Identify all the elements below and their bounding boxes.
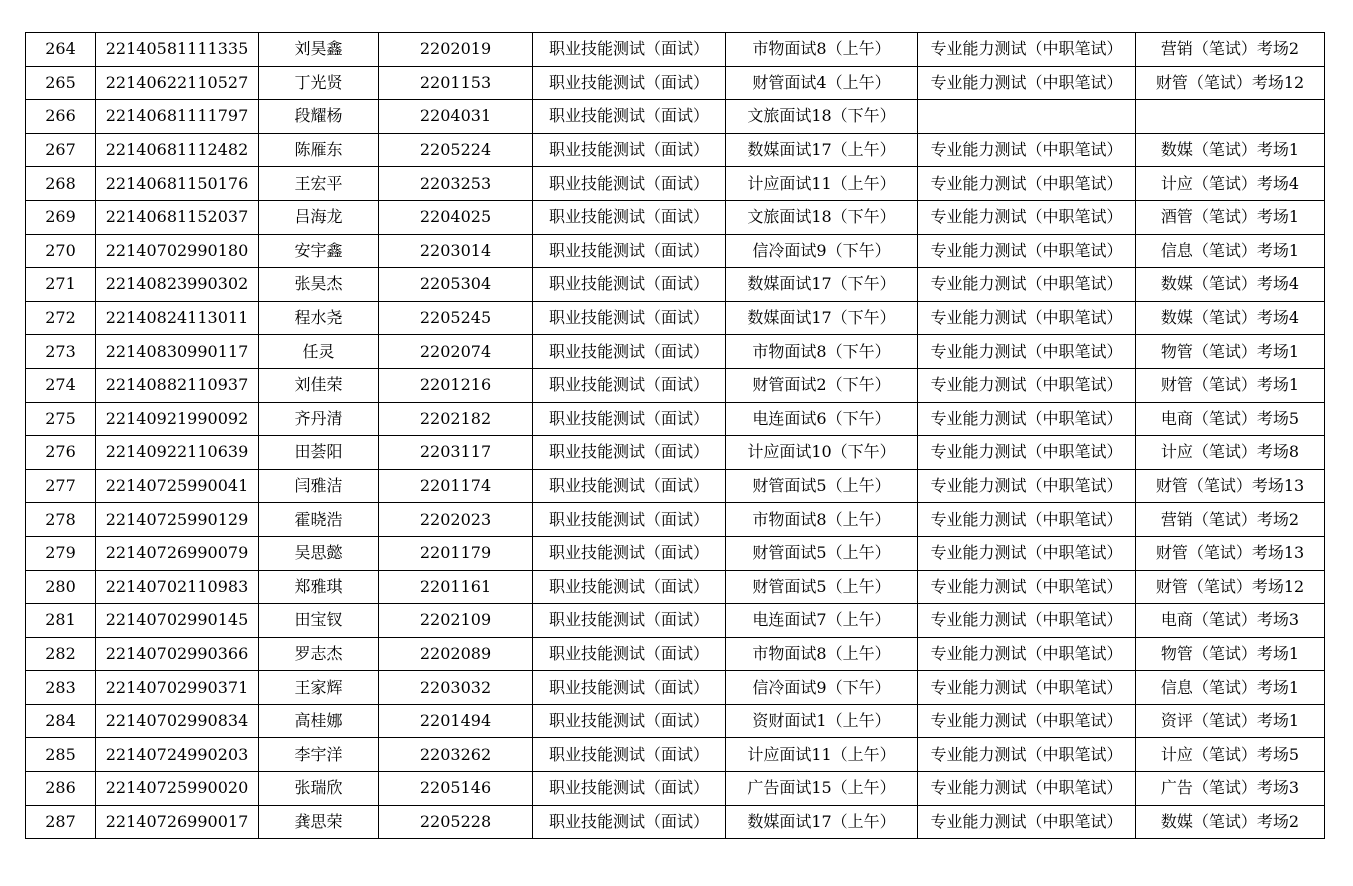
interview-room-cell: 数媒面试17（下午） — [726, 301, 918, 335]
ability-test-cell: 专业能力测试（中职笔试） — [918, 738, 1136, 772]
skill-test-cell: 职业技能测试（面试） — [533, 436, 726, 470]
exam-id-cell: 22140702990834 — [96, 704, 259, 738]
skill-test-cell: 职业技能测试（面试） — [533, 200, 726, 234]
exam-id-cell: 22140725990129 — [96, 503, 259, 537]
student-name-cell: 田荟阳 — [259, 436, 379, 470]
ability-test-cell: 专业能力测试（中职笔试） — [918, 133, 1136, 167]
skill-test-cell: 职业技能测试（面试） — [533, 604, 726, 638]
row-number-cell: 274 — [26, 368, 96, 402]
student-name-cell: 任灵 — [259, 335, 379, 369]
student-name-cell: 田宝钗 — [259, 604, 379, 638]
table-row — [26, 335, 1325, 369]
row-number-cell: 276 — [26, 436, 96, 470]
ability-test-cell: 专业能力测试（中职笔试） — [918, 805, 1136, 839]
interview-room-cell: 计应面试11（上午） — [726, 738, 918, 772]
ability-test-cell: 专业能力测试（中职笔试） — [918, 335, 1136, 369]
ability-test-cell: 专业能力测试（中职笔试） — [918, 570, 1136, 604]
ticket-number-cell: 2205245 — [379, 301, 533, 335]
interview-room-cell: 资财面试1（上午） — [726, 704, 918, 738]
table-row — [26, 33, 1325, 67]
interview-room-cell: 财管面试5（上午） — [726, 469, 918, 503]
row-number-cell: 270 — [26, 234, 96, 268]
skill-test-cell: 职业技能测试（面试） — [533, 772, 726, 806]
table-row — [26, 234, 1325, 268]
interview-room-cell: 计应面试10（下午） — [726, 436, 918, 470]
exam-id-cell: 22140724990203 — [96, 738, 259, 772]
table-row — [26, 167, 1325, 201]
ticket-number-cell: 2203014 — [379, 234, 533, 268]
written-room-cell: 财管（笔试）考场13 — [1136, 536, 1325, 570]
ability-test-cell: 专业能力测试（中职笔试） — [918, 66, 1136, 100]
exam-id-cell: 22140622110527 — [96, 66, 259, 100]
row-number-cell: 268 — [26, 167, 96, 201]
row-number-cell: 278 — [26, 503, 96, 537]
ability-test-cell: 专业能力测试（中职笔试） — [918, 772, 1136, 806]
skill-test-cell: 职业技能测试（面试） — [533, 671, 726, 705]
student-name-cell: 张瑞欣 — [259, 772, 379, 806]
student-name-cell: 龚思荣 — [259, 805, 379, 839]
written-room-cell: 计应（笔试）考场8 — [1136, 436, 1325, 470]
written-room-cell: 资评（笔试）考场1 — [1136, 704, 1325, 738]
exam-schedule-table — [25, 32, 1325, 839]
row-number-cell: 266 — [26, 100, 96, 134]
table-row — [26, 100, 1325, 134]
exam-id-cell: 22140725990041 — [96, 469, 259, 503]
skill-test-cell: 职业技能测试（面试） — [533, 268, 726, 302]
interview-room-cell: 数媒面试17（上午） — [726, 133, 918, 167]
row-number-cell: 282 — [26, 637, 96, 671]
written-room-cell: 电商（笔试）考场5 — [1136, 402, 1325, 436]
row-number-cell: 264 — [26, 33, 96, 67]
ticket-number-cell: 2201216 — [379, 368, 533, 402]
student-name-cell: 吴思懿 — [259, 536, 379, 570]
interview-room-cell: 电连面试7（上午） — [726, 604, 918, 638]
written-room-cell: 酒管（笔试）考场1 — [1136, 200, 1325, 234]
skill-test-cell: 职业技能测试（面试） — [533, 805, 726, 839]
written-room-cell: 计应（笔试）考场5 — [1136, 738, 1325, 772]
row-number-cell: 277 — [26, 469, 96, 503]
table-row — [26, 368, 1325, 402]
skill-test-cell: 职业技能测试（面试） — [533, 738, 726, 772]
table-row — [26, 402, 1325, 436]
exam-id-cell: 22140681111797 — [96, 100, 259, 134]
written-room-cell: 财管（笔试）考场12 — [1136, 66, 1325, 100]
table-row — [26, 536, 1325, 570]
written-room-cell: 营销（笔试）考场2 — [1136, 503, 1325, 537]
student-name-cell: 李宇洋 — [259, 738, 379, 772]
skill-test-cell: 职业技能测试（面试） — [533, 402, 726, 436]
written-room-cell: 物管（笔试）考场1 — [1136, 335, 1325, 369]
exam-id-cell: 22140830990117 — [96, 335, 259, 369]
interview-room-cell: 市物面试8（下午） — [726, 335, 918, 369]
interview-room-cell: 文旅面试18（下午） — [726, 200, 918, 234]
ticket-number-cell: 2201153 — [379, 66, 533, 100]
table-row — [26, 268, 1325, 302]
ticket-number-cell: 2203117 — [379, 436, 533, 470]
skill-test-cell: 职业技能测试（面试） — [533, 33, 726, 67]
student-name-cell: 刘佳荣 — [259, 368, 379, 402]
ability-test-cell: 专业能力测试（中职笔试） — [918, 637, 1136, 671]
ticket-number-cell: 2202023 — [379, 503, 533, 537]
student-name-cell: 安宇鑫 — [259, 234, 379, 268]
student-name-cell: 霍晓浩 — [259, 503, 379, 537]
skill-test-cell: 职业技能测试（面试） — [533, 100, 726, 134]
table-row — [26, 637, 1325, 671]
exam-id-cell: 22140581111335 — [96, 33, 259, 67]
written-room-cell: 信息（笔试）考场1 — [1136, 671, 1325, 705]
table-row — [26, 503, 1325, 537]
skill-test-cell: 职业技能测试（面试） — [533, 503, 726, 537]
student-name-cell: 吕海龙 — [259, 200, 379, 234]
written-room-cell: 数媒（笔试）考场2 — [1136, 805, 1325, 839]
student-name-cell: 陈雁东 — [259, 133, 379, 167]
ability-test-cell: 专业能力测试（中职笔试） — [918, 536, 1136, 570]
interview-room-cell: 广告面试15（上午） — [726, 772, 918, 806]
ability-test-cell: 专业能力测试（中职笔试） — [918, 268, 1136, 302]
ability-test-cell: 专业能力测试（中职笔试） — [918, 469, 1136, 503]
ability-test-cell: 专业能力测试（中职笔试） — [918, 33, 1136, 67]
written-room-cell: 营销（笔试）考场2 — [1136, 33, 1325, 67]
table-row — [26, 570, 1325, 604]
exam-id-cell: 22140702990145 — [96, 604, 259, 638]
exam-id-cell: 22140823990302 — [96, 268, 259, 302]
row-number-cell: 285 — [26, 738, 96, 772]
exam-id-cell: 22140702990366 — [96, 637, 259, 671]
ticket-number-cell: 2205304 — [379, 268, 533, 302]
exam-id-cell: 22140681112482 — [96, 133, 259, 167]
ability-test-cell: 专业能力测试（中职笔试） — [918, 704, 1136, 738]
interview-room-cell: 市物面试8（上午） — [726, 33, 918, 67]
exam-id-cell: 22140702990371 — [96, 671, 259, 705]
row-number-cell: 267 — [26, 133, 96, 167]
skill-test-cell: 职业技能测试（面试） — [533, 234, 726, 268]
exam-id-cell: 22140681150176 — [96, 167, 259, 201]
table-row — [26, 704, 1325, 738]
ability-test-cell: 专业能力测试（中职笔试） — [918, 167, 1136, 201]
written-room-cell: 数媒（笔试）考场4 — [1136, 268, 1325, 302]
skill-test-cell: 职业技能测试（面试） — [533, 167, 726, 201]
ability-test-cell: 专业能力测试（中职笔试） — [918, 604, 1136, 638]
skill-test-cell: 职业技能测试（面试） — [533, 133, 726, 167]
ability-test-cell: 专业能力测试（中职笔试） — [918, 436, 1136, 470]
exam-schedule-body — [26, 33, 1325, 839]
ticket-number-cell: 2205146 — [379, 772, 533, 806]
written-room-cell: 财管（笔试）考场1 — [1136, 368, 1325, 402]
row-number-cell: 283 — [26, 671, 96, 705]
ability-test-cell: 专业能力测试（中职笔试） — [918, 368, 1136, 402]
written-room-cell — [1136, 100, 1325, 134]
ability-test-cell: 专业能力测试（中职笔试） — [918, 671, 1136, 705]
ability-test-cell: 专业能力测试（中职笔试） — [918, 402, 1136, 436]
written-room-cell: 物管（笔试）考场1 — [1136, 637, 1325, 671]
interview-room-cell: 信冷面试9（下午） — [726, 234, 918, 268]
student-name-cell: 王宏平 — [259, 167, 379, 201]
interview-room-cell: 计应面试11（上午） — [726, 167, 918, 201]
ticket-number-cell: 2201174 — [379, 469, 533, 503]
table-row — [26, 604, 1325, 638]
table-row — [26, 805, 1325, 839]
interview-room-cell: 数媒面试17（上午） — [726, 805, 918, 839]
written-room-cell: 财管（笔试）考场12 — [1136, 570, 1325, 604]
interview-room-cell: 文旅面试18（下午） — [726, 100, 918, 134]
skill-test-cell: 职业技能测试（面试） — [533, 704, 726, 738]
row-number-cell: 284 — [26, 704, 96, 738]
exam-id-cell: 22140725990020 — [96, 772, 259, 806]
skill-test-cell: 职业技能测试（面试） — [533, 301, 726, 335]
written-room-cell: 财管（笔试）考场13 — [1136, 469, 1325, 503]
row-number-cell: 272 — [26, 301, 96, 335]
student-name-cell: 张昊杰 — [259, 268, 379, 302]
row-number-cell: 269 — [26, 200, 96, 234]
table-row — [26, 738, 1325, 772]
table-row — [26, 436, 1325, 470]
skill-test-cell: 职业技能测试（面试） — [533, 469, 726, 503]
row-number-cell: 286 — [26, 772, 96, 806]
student-name-cell: 丁光贤 — [259, 66, 379, 100]
student-name-cell: 段耀杨 — [259, 100, 379, 134]
ticket-number-cell: 2201161 — [379, 570, 533, 604]
ticket-number-cell: 2203032 — [379, 671, 533, 705]
row-number-cell: 271 — [26, 268, 96, 302]
interview-room-cell: 数媒面试17（下午） — [726, 268, 918, 302]
row-number-cell: 287 — [26, 805, 96, 839]
row-number-cell: 280 — [26, 570, 96, 604]
skill-test-cell: 职业技能测试（面试） — [533, 536, 726, 570]
ticket-number-cell: 2202182 — [379, 402, 533, 436]
skill-test-cell: 职业技能测试（面试） — [533, 66, 726, 100]
interview-room-cell: 电连面试6（下午） — [726, 402, 918, 436]
row-number-cell: 279 — [26, 536, 96, 570]
table-row — [26, 200, 1325, 234]
student-name-cell: 高桂娜 — [259, 704, 379, 738]
ticket-number-cell: 2204031 — [379, 100, 533, 134]
row-number-cell: 281 — [26, 604, 96, 638]
interview-room-cell: 财管面试5（上午） — [726, 536, 918, 570]
exam-id-cell: 22140726990017 — [96, 805, 259, 839]
interview-room-cell: 信冷面试9（下午） — [726, 671, 918, 705]
student-name-cell: 王家辉 — [259, 671, 379, 705]
table-row — [26, 671, 1325, 705]
table-row — [26, 66, 1325, 100]
interview-room-cell: 财管面试5（上午） — [726, 570, 918, 604]
ticket-number-cell: 2202074 — [379, 335, 533, 369]
exam-id-cell: 22140921990092 — [96, 402, 259, 436]
ticket-number-cell: 2203253 — [379, 167, 533, 201]
row-number-cell: 265 — [26, 66, 96, 100]
student-name-cell: 闫雅洁 — [259, 469, 379, 503]
row-number-cell: 275 — [26, 402, 96, 436]
student-name-cell: 刘昊鑫 — [259, 33, 379, 67]
exam-id-cell: 22140702110983 — [96, 570, 259, 604]
exam-id-cell: 22140922110639 — [96, 436, 259, 470]
ticket-number-cell: 2205228 — [379, 805, 533, 839]
exam-id-cell: 22140726990079 — [96, 536, 259, 570]
skill-test-cell: 职业技能测试（面试） — [533, 570, 726, 604]
ticket-number-cell: 2204025 — [379, 200, 533, 234]
written-room-cell: 数媒（笔试）考场1 — [1136, 133, 1325, 167]
exam-id-cell: 22140824113011 — [96, 301, 259, 335]
ticket-number-cell: 2202109 — [379, 604, 533, 638]
exam-id-cell: 22140681152037 — [96, 200, 259, 234]
interview-room-cell: 市物面试8（上午） — [726, 503, 918, 537]
ability-test-cell: 专业能力测试（中职笔试） — [918, 234, 1136, 268]
student-name-cell: 程水尧 — [259, 301, 379, 335]
interview-room-cell: 财管面试4（上午） — [726, 66, 918, 100]
ticket-number-cell: 2201494 — [379, 704, 533, 738]
skill-test-cell: 职业技能测试（面试） — [533, 335, 726, 369]
written-room-cell: 信息（笔试）考场1 — [1136, 234, 1325, 268]
student-name-cell: 罗志杰 — [259, 637, 379, 671]
ticket-number-cell: 2205224 — [379, 133, 533, 167]
skill-test-cell: 职业技能测试（面试） — [533, 368, 726, 402]
ability-test-cell: 专业能力测试（中职笔试） — [918, 301, 1136, 335]
ticket-number-cell: 2202089 — [379, 637, 533, 671]
ticket-number-cell: 2201179 — [379, 536, 533, 570]
ability-test-cell — [918, 100, 1136, 134]
skill-test-cell: 职业技能测试（面试） — [533, 637, 726, 671]
written-room-cell: 广告（笔试）考场3 — [1136, 772, 1325, 806]
ticket-number-cell: 2203262 — [379, 738, 533, 772]
written-room-cell: 数媒（笔试）考场4 — [1136, 301, 1325, 335]
ticket-number-cell: 2202019 — [379, 33, 533, 67]
exam-id-cell: 22140882110937 — [96, 368, 259, 402]
row-number-cell: 273 — [26, 335, 96, 369]
interview-room-cell: 财管面试2（下午） — [726, 368, 918, 402]
exam-id-cell: 22140702990180 — [96, 234, 259, 268]
table-row — [26, 772, 1325, 806]
table-row — [26, 133, 1325, 167]
table-row — [26, 469, 1325, 503]
ability-test-cell: 专业能力测试（中职笔试） — [918, 200, 1136, 234]
table-row — [26, 301, 1325, 335]
written-room-cell: 计应（笔试）考场4 — [1136, 167, 1325, 201]
written-room-cell: 电商（笔试）考场3 — [1136, 604, 1325, 638]
student-name-cell: 郑雅琪 — [259, 570, 379, 604]
ability-test-cell: 专业能力测试（中职笔试） — [918, 503, 1136, 537]
student-name-cell: 齐丹清 — [259, 402, 379, 436]
interview-room-cell: 市物面试8（上午） — [726, 637, 918, 671]
